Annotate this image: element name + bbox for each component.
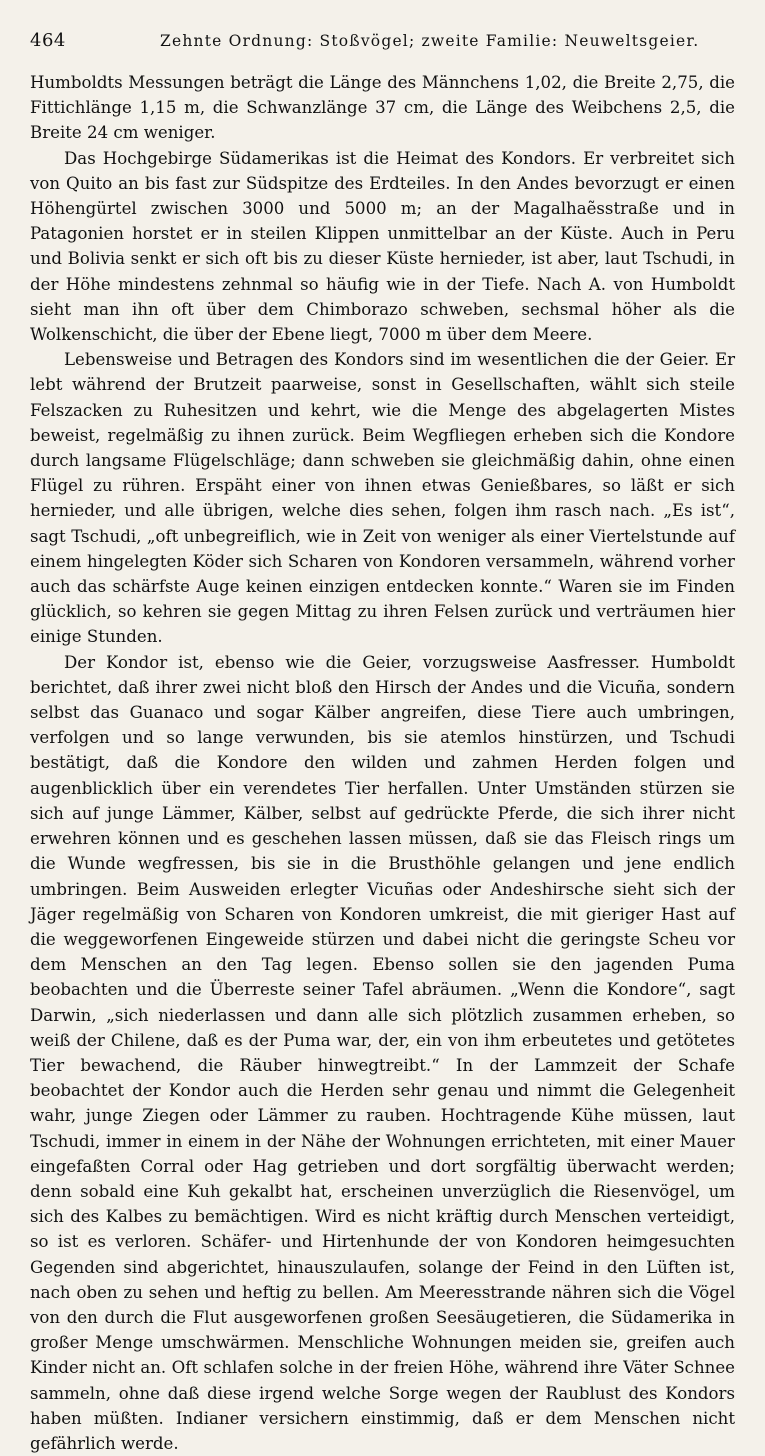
- page-number: 464: [30, 30, 66, 51]
- body-text: [30, 70, 735, 1456]
- page-header: [30, 30, 735, 64]
- paragraph-habitat: Das Hochgebirge Südamerikas ist die Heimat des Kondors. Er verbreitet sich von Quito an bis fast zur Südspitze des Erdteiles. In den Andes bevorzugt er einen Höhengürtel zwischen 3000 und 5000 m; an der Magalhaẽsstraße und in Patagonien horstet er in steilen Klippen unmittelbar an der Küste. Auch in Peru und Bolivia senkt er sich oft bis zu dieser Küste hernieder, ist aber, laut Tschudi, in der Höhe mindestens zehnmal so häufig wie in der Tiefe. Nach A. von Humboldt sieht man ihn oft über dem Chimborazo schweben, sechsmal höher als die Wolkenschicht, die über der Ebene liegt, 7000 m über dem Meere.: [30, 148, 735, 345]
- paragraph-feeding: Der Kondor ist, ebenso wie die Geier, vorzugsweise Aasfresser. Humboldt berichtet, daß ihrer zwei nicht bloß den Hirsch der Andes und die Vicuña, sondern selbst das Guanaco und sogar Kälber angreifen, diese Tiere auch umbringen, verfolgen und so lange verwunden, bis sie atemlos hinstürzen, und Tschudi bestätigt, daß die Kondore den wilden und zahmen Herden folgen und augenblicklich über ein verendetes Tier herfallen. Unter Umständen stürzen sie sich auf junge Lämmer, Kälber, selbst auf gedrückte Pferde, die sich ihrer nicht erwehren können und es geschehen lassen müssen, daß sie das Fleisch rings um die Wunde wegfressen, bis sie in die Brusthöhle gelangen und jene endlich umbringen. Beim Ausweiden erlegter Vicuñas oder Andeshirsche sieht sich der Jäger regelmäßig von Scharen von Kondoren umkreist, die mit gieriger Hast auf die weggeworfenen Eingeweide stürzen und dabei nicht die geringste Scheu vor dem Menschen an den Tag legen. Ebenso sollen sie den jagenden Puma beobachten und die Überreste seiner Tafel abräumen. „Wenn die Kondore“, sagt Darwin, „sich niederlassen und dann alle sich plötzlich zusammen erheben, so weiß der Chilene, daß es der Puma war, der, ein von ihm erbeutetes und getötetes Tier bewachend, die Räuber hinwegtreibt.“ In der Lammzeit der Schafe beobachtet der Kondor auch die Herden sehr genau und nimmt die Gelegenheit wahr, junge Ziegen oder Lämmer zu rauben. Hochtragende Kühe müssen, laut Tschudi, immer in einem in der Nähe der Wohnungen errichteten, mit einer Mauer eingefaßten Corral oder Hag getrieben und dort sorgfältig überwacht werden; denn sobald eine Kuh gekalbt hat, erscheinen unverzüglich die Riesenvögel, um sich des Kalbes zu bemächtigen. Wird es nicht kräftig durch Menschen verteidigt, so ist es verloren. Schäfer- und Hirtenhunde der von Kondoren heimgesuchten Gegenden sind abgerichtet, hinauszulaufen, solange der Feind in den Lüften ist, nach oben zu sehen und heftig zu bellen. Am Meeresstrande nähren sich die Vögel von den durch die Flut ausgeworfenen großen Seesäugetieren, die Südamerika in großer Menge umschwärmen. Menschliche Wohnungen meiden sie, greifen auch Kinder nicht an. Oft schlafen solche in der freien Höhe, während ihre Väter Schnee sammeln, ohne daß diese irgend welche Sorge wegen der Raublust des Kondors haben müßten. Indianer versichern einstimmig, daß er dem Menschen nicht gefährlich werde.: [30, 652, 735, 1453]
- paragraph-behavior: Lebensweise und Betragen des Kondors sind im wesentlichen die der Geier. Er lebt während der Brutzeit paarweise, sonst in Gesellschaften, wählt sich steile Felszacken zu Ruhesitzen und kehrt, wie die Menge des abgelagerten Mistes beweist, regelmäßig zu ihnen zurück. Beim Wegfliegen erheben sich die Kondore durch langsame Flügelschläge; dann schweben sie gleichmäßig dahin, ohne einen Flügel zu rühren. Erspäht einer von ihnen etwas Genießbares, so läßt er sich hernieder, und alle übrigen, welche dies sehen, folgen ihm rasch nach. „Es ist“, sagt Tschudi, „oft unbegreiflich, wie in Zeit von weniger als einer Viertelstunde auf einem hingelegten Köder sich Scharen von Kondoren versammeln, während vorher auch das schärfste Auge keinen einzigen entdecken konnte.“ Waren sie im Finden glücklich, so kehren sie gegen Mittag zu ihren Felsen zurück und verträumen hier einige Stunden.: [30, 350, 735, 647]
- running-title: Zehnte Ordnung: Stoßvögel; zweite Familie: Neuweltsgeier.: [160, 32, 700, 50]
- paragraph-continued: Humboldts Messungen beträgt die Länge des Männchens 1,02, die Breite 2,75, die Fittichlänge 1,15 m, die Schwanzlänge 37 cm, die Länge des Weibchens 2,5, die Breite 24 cm weniger.: [30, 73, 735, 143]
